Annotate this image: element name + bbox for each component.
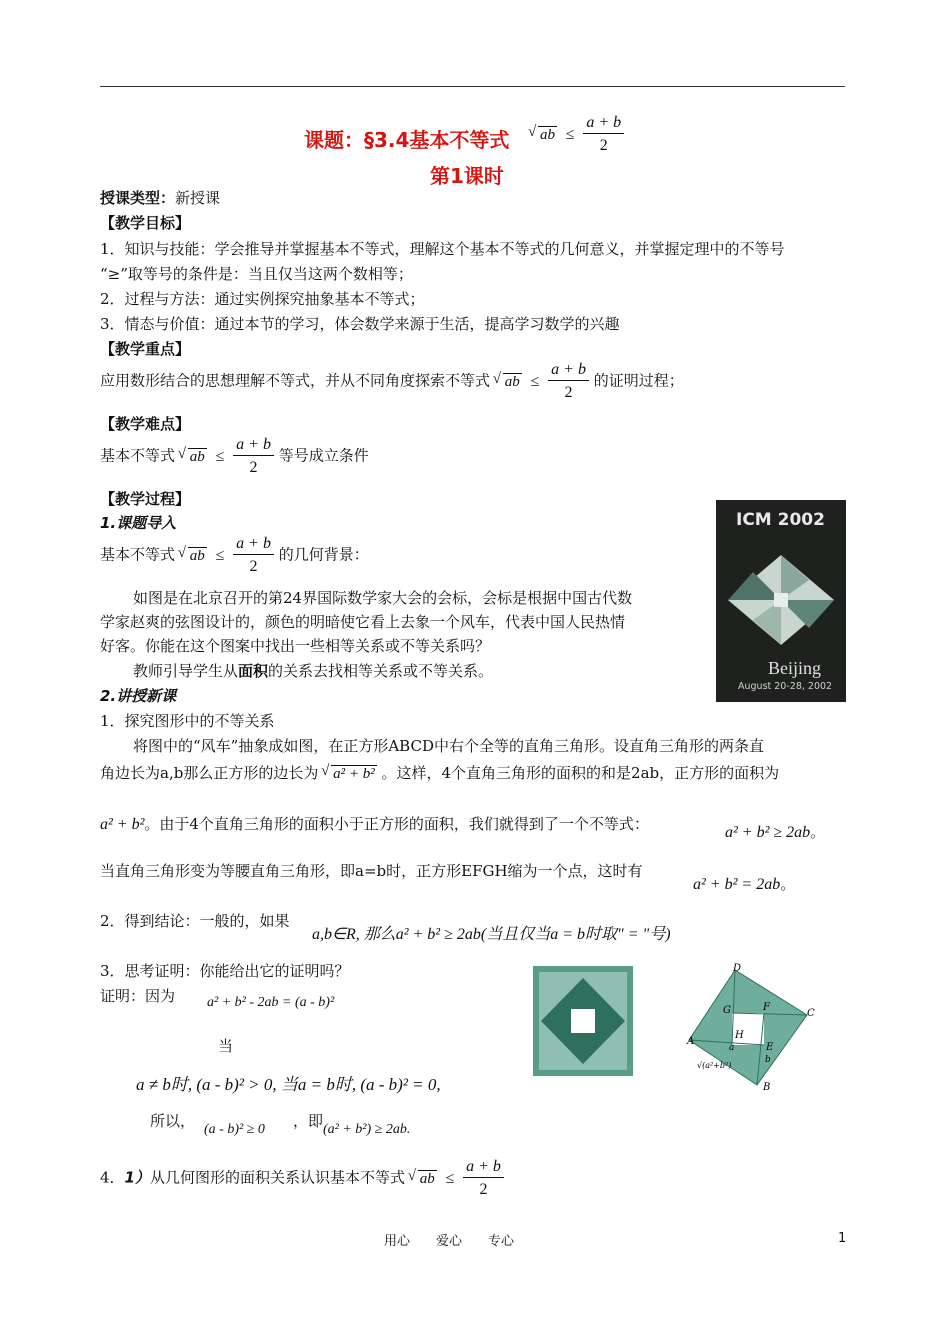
s2-p1b-before: 角边长为a,b那么正方形的边长为 bbox=[100, 764, 319, 782]
s2-p2-end: 。 bbox=[810, 823, 826, 841]
label-side-a: a bbox=[729, 1043, 735, 1053]
frac-den: 2 bbox=[249, 558, 258, 575]
page-title bbox=[304, 124, 509, 153]
s1-text-before: 基本不等式 bbox=[100, 545, 176, 564]
goal-line: “≥”取等号的条件是：当且仅当这两个数相等； bbox=[100, 265, 413, 283]
s1-sqrt: √ ab bbox=[188, 547, 207, 565]
title-prefix: 课题： bbox=[304, 128, 364, 152]
label-a: A bbox=[687, 1036, 695, 1047]
icm-logo-date: August 20-28, 2002 bbox=[738, 681, 833, 692]
goal-line: 3．情态与价值：通过本节的学习，体会数学来源于生活，提高学习数学的兴趣 bbox=[100, 315, 620, 333]
proof-eq-2: a ≠ b时, (a - b)² > 0, 当a = b时, (a - b)² = 0, bbox=[136, 1075, 441, 1094]
s2-item-1: 1．探究图形中的不等关系 bbox=[100, 712, 275, 730]
s2-p2-math2: a² + b² ≥ 2ab bbox=[725, 824, 811, 841]
s2-para-line-b bbox=[100, 762, 779, 783]
proof-ie: ，即 bbox=[293, 1112, 324, 1130]
frac-num: a + b bbox=[463, 1157, 504, 1178]
title-section: §3.4基本不等式 bbox=[364, 128, 510, 152]
key-sqrt: √ ab bbox=[503, 373, 522, 391]
lesson-type bbox=[100, 187, 220, 208]
proof-when: 当 bbox=[218, 1037, 234, 1055]
s1-guide bbox=[133, 660, 493, 681]
s2-para-line: 将图中的“风车”抽象成如图，在正方形ABCD中右个全等的直角三角形。设直角三角形的两条直 bbox=[133, 737, 764, 755]
frac-den: 2 bbox=[479, 1181, 488, 1198]
label-g: G bbox=[723, 1005, 731, 1016]
s2-item-4-sqrt: √ ab bbox=[418, 1170, 437, 1188]
goal-line: 1．知识与技能：学会推导并掌握基本不等式，理解这个基本不等式的几何意义，并掌握定理中的不等号 bbox=[100, 240, 785, 258]
frac-num: a + b bbox=[233, 435, 274, 456]
s2-para-line-c bbox=[100, 813, 649, 834]
s2-p2-text: 。由于4个直角三角形的面积小于正方形的面积，我们就得到了一个不等式： bbox=[144, 815, 649, 833]
label-e: E bbox=[766, 1042, 774, 1053]
title-frac bbox=[583, 113, 624, 156]
figure-hole bbox=[571, 1009, 595, 1033]
icm-logo-title: ICM 2002 bbox=[736, 510, 825, 530]
process-heading: 【教学过程】 bbox=[100, 490, 191, 508]
s1-para-line: 学家赵爽的弦图设计的，颜色的明暗使它看上去象一个风车，代表中国人民热情 bbox=[100, 613, 626, 631]
s2-p3-math: a² + b² = 2ab bbox=[693, 876, 781, 893]
s2-item-4 bbox=[100, 1157, 504, 1200]
proof-eq-3: (a - b)² ≥ 0 bbox=[204, 1122, 265, 1137]
title-leq: ≤ bbox=[565, 125, 575, 143]
s2-p3-end: 。 bbox=[780, 875, 796, 893]
difficulty-text-before: 基本不等式 bbox=[100, 446, 176, 465]
s1-guide-before: 教师引导学生从 bbox=[133, 662, 239, 680]
header-rule bbox=[100, 86, 845, 87]
title-inequality bbox=[530, 113, 624, 156]
s1-text-after: 的几何背景： bbox=[278, 545, 369, 564]
section-2-heading: 2.讲授新课 bbox=[100, 687, 177, 705]
title-sqrt: √ ab bbox=[538, 126, 557, 144]
goal-line: 2．过程与方法：通过实例探究抽象基本不等式； bbox=[100, 290, 425, 308]
s2-item-4-text: 从几何图形的面积关系认识基本不等式 bbox=[149, 1168, 405, 1187]
s2-para-line-d: 当直角三角形变为等腰直角三角形，即a=b时，正方形EFGH缩为一个点，这时有 bbox=[100, 862, 643, 880]
pinwheel-center bbox=[774, 593, 788, 607]
goals-heading: 【教学目标】 bbox=[100, 214, 191, 232]
s2-p1b-sqrt: √ a² + b² bbox=[331, 765, 377, 783]
s2-item-4-frac bbox=[463, 1157, 504, 1200]
s1-leq: ≤ bbox=[215, 546, 225, 564]
proof-so: 所以， bbox=[150, 1112, 196, 1130]
s2-p1b-after: 。这样，4个直角三角形的面积的和是2ab，正方形的面积为 bbox=[381, 764, 780, 782]
s2-item-2-math: a,b∈R, 那么a² + b² ≥ 2ab(当且仅当a = b时取" = "号) bbox=[312, 926, 671, 943]
label-d: D bbox=[733, 963, 742, 974]
s2-item-4-num: 4． bbox=[100, 1168, 125, 1187]
s2-p2-math1: a² + b² bbox=[100, 816, 145, 833]
icm-logo-city: Beijing bbox=[768, 658, 821, 678]
key-text-after: 的证明过程； bbox=[593, 371, 684, 390]
icm-logo-image bbox=[716, 500, 846, 702]
s1-para-line: 好客。你能在这个图案中找出一些相等关系或不等关系吗？ bbox=[100, 637, 491, 655]
key-leq: ≤ bbox=[530, 372, 540, 390]
difficulty-line bbox=[100, 435, 369, 478]
s2-p2-ineq bbox=[725, 821, 825, 842]
s2-p3-eq bbox=[693, 873, 795, 894]
difficulty-sqrt: √ ab bbox=[188, 448, 207, 466]
key-frac bbox=[548, 360, 589, 403]
pinwheel-square-figure bbox=[533, 966, 633, 1076]
difficulty-text-after: 等号成立条件 bbox=[278, 446, 369, 465]
s1-guide-bold: 面积 bbox=[238, 662, 269, 680]
s2-item-4-sub: 1） bbox=[124, 1168, 150, 1187]
frac-den: 2 bbox=[599, 137, 608, 154]
s1-para-line: 如图是在北京召开的第24界国际数学家大会的会标，会标是根据中国古代数 bbox=[133, 589, 633, 607]
frac-den: 2 bbox=[564, 384, 573, 401]
section-1-heading: 1.课题导入 bbox=[100, 514, 177, 532]
proof-label: 证明：因为 bbox=[100, 987, 176, 1005]
key-line bbox=[100, 360, 684, 403]
proof-eq-4: (a² + b²) ≥ 2ab. bbox=[323, 1122, 411, 1137]
difficulty-leq: ≤ bbox=[215, 447, 225, 465]
label-hypotenuse: √(a²+b²) bbox=[697, 1061, 732, 1070]
frac-num: a + b bbox=[583, 113, 624, 134]
label-side-b: b bbox=[765, 1055, 771, 1065]
frac-num: a + b bbox=[233, 534, 274, 555]
frac-den: 2 bbox=[249, 459, 258, 476]
lesson-type-label: 授课类型： bbox=[100, 189, 176, 207]
key-heading: 【教学重点】 bbox=[100, 340, 191, 358]
lesson-type-value: 新授课 bbox=[175, 189, 221, 207]
proof-eq-1: a² + b² - 2ab = (a - b)² bbox=[207, 995, 335, 1010]
s1-line1 bbox=[100, 534, 369, 577]
label-b-vertex: B bbox=[763, 1082, 771, 1093]
footer-motto: 用心 爱心 专心 bbox=[384, 1234, 515, 1249]
s1-frac bbox=[233, 534, 274, 577]
difficulty-heading: 【教学难点】 bbox=[100, 415, 191, 433]
labeled-square-diagram bbox=[685, 958, 815, 1093]
key-text-before: 应用数形结合的思想理解不等式，并从不同角度探索不等式 bbox=[100, 371, 491, 390]
page-subtitle: 第1课时 bbox=[430, 164, 504, 188]
difficulty-frac bbox=[233, 435, 274, 478]
label-c: C bbox=[807, 1008, 815, 1019]
label-h: H bbox=[735, 1030, 744, 1041]
page-number: 1 bbox=[838, 1231, 847, 1246]
proof-so-line bbox=[150, 1110, 195, 1131]
frac-num: a + b bbox=[548, 360, 589, 381]
label-f: F bbox=[763, 1002, 770, 1013]
s2-item-3: 3．思考证明：你能给出它的证明吗？ bbox=[100, 962, 350, 980]
s2-item-2: 2．得到结论：一般的，如果 bbox=[100, 912, 290, 930]
s1-guide-after: 的关系去找相等关系或不等关系。 bbox=[268, 662, 494, 680]
s2-item-4-leq: ≤ bbox=[445, 1169, 455, 1187]
